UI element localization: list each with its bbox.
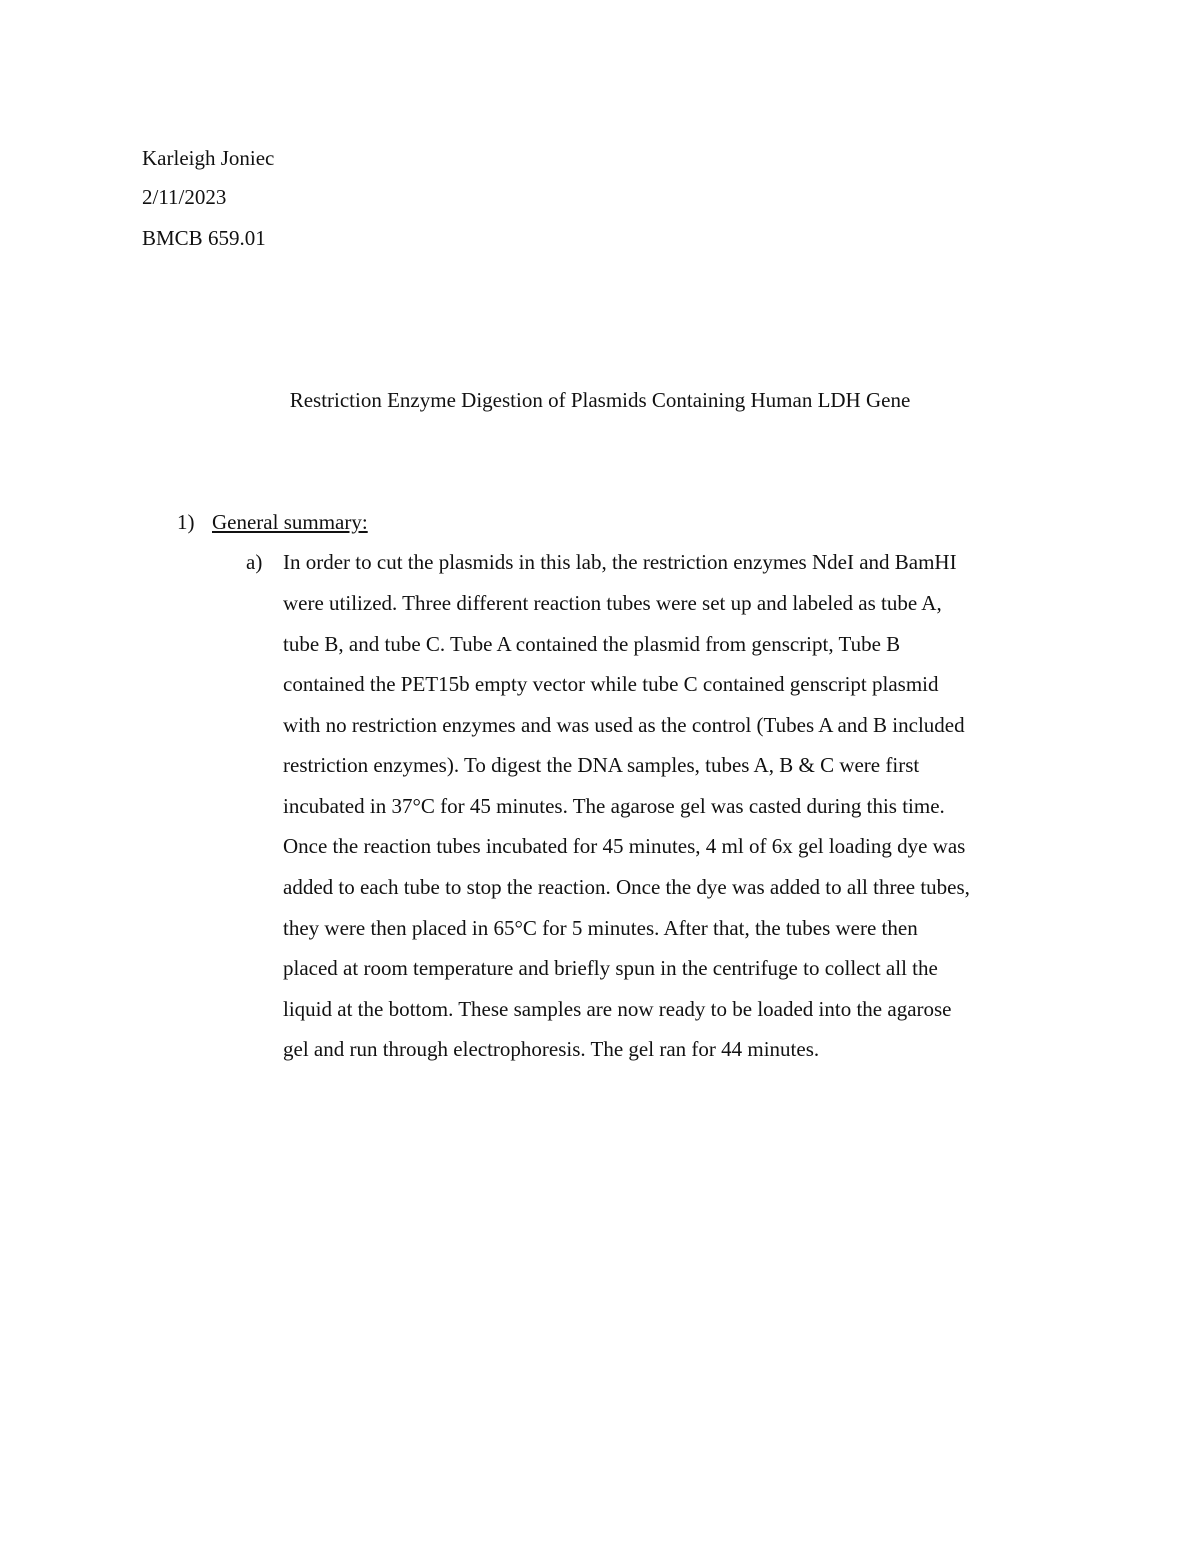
document-title: Restriction Enzyme Digestion of Plasmids Containing Human LDH Gene	[289, 388, 911, 412]
paragraph-line: with no restriction enzymes and was used as the control (Tubes A and B included	[283, 713, 965, 737]
course-code: BMCB 659.01	[142, 226, 266, 250]
paragraph	[283, 550, 1073, 1061]
paragraph-line: liquid at the bottom. These samples are now ready to be loaded into the agarose	[283, 997, 952, 1021]
paragraph-line: added to each tube to stop the reaction. Once the dye was added to all three tubes,	[283, 875, 970, 899]
paragraph-line: placed at room temperature and briefly spun in the centrifuge to collect all the	[283, 956, 938, 980]
section-number: 1)	[177, 510, 195, 534]
paragraph-line: restriction enzymes). To digest the DNA samples, tubes A, B & C were first	[283, 753, 920, 777]
document-date: 2/11/2023	[142, 185, 227, 209]
section-general-summary	[177, 510, 368, 534]
paragraph-line: tube B, and tube C. Tube A contained the plasmid from genscript, Tube B	[283, 632, 901, 656]
paragraph-line: incubated in 37°C for 45 minutes. The agarose gel was casted during this time.	[283, 794, 945, 818]
author-name: Karleigh Joniec	[142, 146, 275, 170]
paragraph-line: they were then placed in 65°C for 5 minutes. After that, the tubes were then	[283, 916, 918, 940]
list-item-letter: a)	[246, 550, 263, 574]
paragraph-line: In order to cut the plasmids in this lab, the restriction enzymes NdeI and BamHI	[283, 550, 957, 574]
paragraph-line: contained the PET15b empty vector while tube C contained genscript plasmid	[283, 672, 939, 696]
section-heading: General summary:	[212, 510, 368, 534]
paragraph-line: Once the reaction tubes incubated for 45 minutes, 4 ml of 6x gel loading dye was	[283, 834, 966, 858]
paragraph-line: were utilized. Three different reaction tubes were set up and labeled as tube A,	[283, 591, 942, 615]
paragraph-line: gel and run through electrophoresis. The gel ran for 44 minutes.	[283, 1037, 820, 1061]
